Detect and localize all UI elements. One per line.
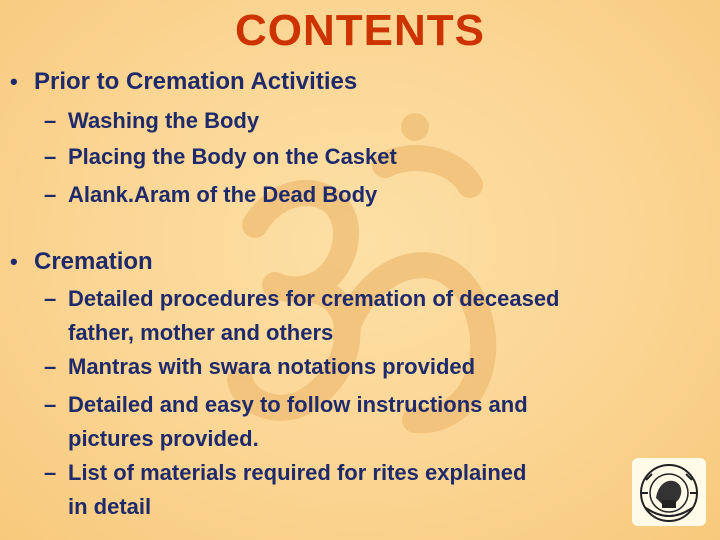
list-item-text: List of materials required for rites explained — [68, 460, 527, 485]
dash: – — [44, 108, 57, 133]
dash: – — [44, 286, 57, 311]
list-item — [44, 350, 475, 384]
list-item — [44, 178, 377, 212]
list-item-continuation: pictures provided. — [68, 426, 259, 451]
list-item — [44, 388, 528, 456]
bullet: • — [10, 69, 18, 94]
section-label: Cremation — [34, 248, 153, 275]
dash: – — [44, 392, 57, 417]
list-item-text: Placing the Body on the Casket — [68, 144, 397, 169]
list-item-text: Mantras with swara notations provided — [68, 354, 476, 379]
dash: – — [44, 144, 57, 169]
list-item — [44, 456, 526, 524]
list-item-text: Detailed and easy to follow instructions and — [68, 392, 528, 417]
list-item-text: Detailed procedures for cremation of deceased — [68, 286, 560, 311]
list-item — [44, 140, 397, 174]
bullet: • — [10, 249, 18, 274]
list-item — [44, 282, 560, 350]
list-item-text: Alank.Aram of the Dead Body — [68, 182, 378, 207]
dash: – — [44, 354, 57, 379]
list-item-continuation: father, mother and others — [68, 320, 334, 345]
list-item-text: Washing the Body — [68, 108, 260, 133]
dash: – — [44, 182, 57, 207]
section-label: Prior to Cremation Activities — [34, 68, 358, 95]
dash: – — [44, 460, 57, 485]
institution-seal-icon — [632, 458, 706, 526]
list-item — [44, 104, 259, 138]
list-item-continuation: in detail — [68, 494, 152, 519]
slide-title: CONTENTS — [235, 6, 485, 55]
